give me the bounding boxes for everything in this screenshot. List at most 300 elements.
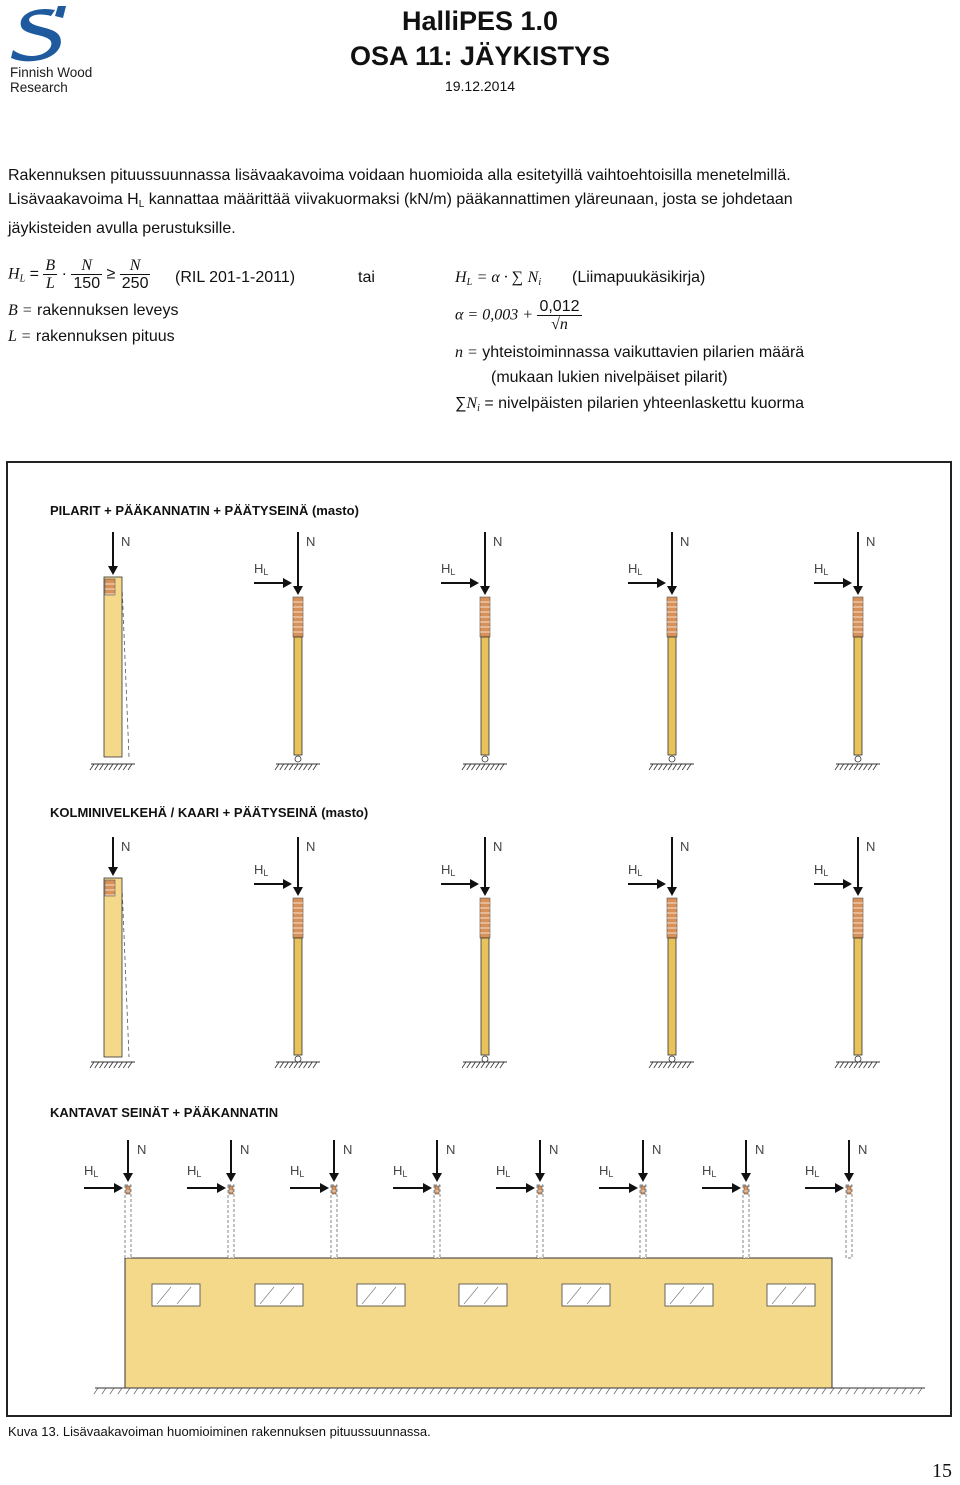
section-3-title: KANTAVAT SEINÄT + PÄÄKANNATIN [50, 1105, 279, 1120]
sec3-post-8-load-N-head [844, 1173, 854, 1182]
n-def-text: yhteistoiminnassa vaikuttavien pilarien määrä [482, 344, 805, 361]
sec3-post-6-label-H: HL [599, 1163, 614, 1179]
sec3-ground-hatch [830, 1388, 834, 1394]
sec3-ground-hatch [462, 1388, 466, 1394]
intro-line-2-a: Lisävaakavoima H [8, 191, 139, 208]
sec1-col-2-ground-hatch [299, 764, 303, 770]
sec1-col-1-ground-hatch [123, 764, 127, 770]
sec3-ground-hatch [558, 1388, 562, 1394]
sec1-col-3-label-N: N [493, 534, 503, 549]
logo-line-1: Finnish Wood [10, 65, 93, 80]
sec3-ground-hatch [678, 1388, 682, 1394]
logo-line-2: Research [10, 80, 68, 95]
sec3-post-1-beam-end [126, 1186, 130, 1194]
document-date: 19.12.2014 [444, 78, 516, 94]
sec1-col-4-ground-hatch [659, 764, 663, 770]
sec2-col-3-label-N: N [493, 839, 503, 854]
sec1-col-5-column [854, 637, 862, 755]
sec1-col-4-ground-hatch [663, 764, 667, 770]
sec2-col-3-ground-hatch [481, 1062, 485, 1068]
sec3-ground-hatch [862, 1388, 866, 1394]
sec3-ground-hatch [454, 1388, 458, 1394]
sec3-window-4 [459, 1284, 507, 1306]
sec1-col-2-column [294, 637, 302, 755]
b-def-symbol: B = [8, 302, 33, 319]
sec3-ground-hatch [94, 1388, 98, 1394]
sec2-col-3-hinge [482, 1056, 488, 1062]
sec1-col-2-ground-hatch [313, 764, 317, 770]
sec3-ground-hatch [822, 1388, 826, 1394]
sec3-ground-hatch [310, 1388, 314, 1394]
sec1-col-2-ground-hatch [304, 764, 308, 770]
sec2-col-2-load-H-head [283, 879, 292, 889]
sec3-ground-hatch [302, 1388, 306, 1394]
sec3-ground-hatch [414, 1388, 418, 1394]
sec2-col-5-label-N: N [866, 839, 876, 854]
sec3-ground-hatch [582, 1388, 586, 1394]
sec3-ground-hatch [190, 1388, 194, 1394]
sec2-col-2-ground-hatch [304, 1062, 308, 1068]
sec3-ground-hatch [182, 1388, 186, 1394]
sec3-post-7 [743, 1185, 749, 1258]
sec1-col-3-ground-hatch [467, 764, 471, 770]
intro-line-2-sub: L [138, 199, 145, 210]
sec3-ground-hatch [686, 1388, 690, 1394]
sec1-col-3-ground-hatch [500, 764, 504, 770]
sec2-col-5-ground-hatch [859, 1062, 863, 1068]
sec3-ground-hatch [246, 1388, 250, 1394]
sec2-col-3-ground-hatch [486, 1062, 490, 1068]
sum-symbol: ∑ [455, 395, 467, 412]
figure-caption: Kuva 13. Lisävaakavoiman huomioiminen rakennuksen pituussuunnassa. [8, 1424, 431, 1439]
sec2-col-2-load-N-head [293, 887, 303, 896]
sec3-ground-hatch [430, 1388, 434, 1394]
formula-or: tai [358, 269, 375, 286]
sec3-post-6 [640, 1185, 646, 1258]
sec3-ground-hatch [390, 1388, 394, 1394]
sec2-col-1-ground-hatch [90, 1062, 94, 1068]
intro-line-3: jäykisteiden avulla perustuksille. [8, 220, 236, 237]
sec2-col-2-ground-hatch [289, 1062, 293, 1068]
sec3-ground-hatch [166, 1388, 170, 1394]
sec3-ground-hatch [478, 1388, 482, 1394]
sec3-ground-hatch [134, 1388, 138, 1394]
sec3-ground-hatch [598, 1388, 602, 1394]
sec3-ground-hatch [142, 1388, 146, 1394]
sec2-col-4-label-N: N [680, 839, 690, 854]
sec3-post-7-label-H: HL [702, 1163, 717, 1179]
sec3-ground-hatch [766, 1388, 770, 1394]
sec3-window-5 [562, 1284, 610, 1306]
sec3-window-6 [665, 1284, 713, 1306]
sec1-col-2-ground-hatch [294, 764, 298, 770]
sec3-ground-hatch [606, 1388, 610, 1394]
sec3-post-4-beam-end [435, 1186, 439, 1194]
formula-left-ref: (RIL 201-1-2011) [175, 269, 296, 286]
sec3-ground-hatch [334, 1388, 338, 1394]
n-def-symbol: n = [455, 344, 478, 361]
sec3-ground-hatch [286, 1388, 290, 1394]
sec3-ground-hatch [118, 1388, 122, 1394]
sec3-ground-hatch [718, 1388, 722, 1394]
sec3-post-3-load-H-head [320, 1183, 329, 1193]
sec2-col-2-label-H: HL [254, 862, 269, 878]
sec2-col-2-label-N: N [306, 839, 316, 854]
sec2-col-3-ground-hatch [462, 1062, 466, 1068]
sec1-col-3-ground-hatch [462, 764, 466, 770]
sec1-col-3-ground-hatch [476, 764, 480, 770]
sec1-col-3-load-N-head [480, 586, 490, 595]
alpha-den: √n [537, 315, 581, 333]
sec3-post-2-load-N-head [226, 1173, 236, 1182]
sec3-ground-hatch [438, 1388, 442, 1394]
intro-line-2-b: kannattaa määrittää viivakuormaksi (kN/m) pääkannattimen yläreunaan, josta se johdetaan [144, 191, 793, 208]
sec3-ground-hatch [358, 1388, 362, 1394]
sec1-col-4-ground-hatch [682, 764, 686, 770]
sec3-ground-hatch [374, 1388, 378, 1394]
sec3-post-2 [228, 1185, 234, 1258]
sec3-ground-hatch [622, 1388, 626, 1394]
sec3-ground-hatch [494, 1388, 498, 1394]
sec2-col-4-ground-hatch [663, 1062, 667, 1068]
sec1-col-1-ground-hatch [100, 764, 104, 770]
sec2-col-2-ground-hatch [308, 1062, 312, 1068]
sec1-col-5-ground-hatch [864, 764, 868, 770]
sec2-col-1-mast-dash [122, 886, 129, 1057]
sec3-ground-hatch [102, 1388, 106, 1394]
sec1-col-1-beam-end [105, 579, 115, 595]
sec2-col-1-label-N: N [121, 839, 131, 854]
sec3-ground-hatch [206, 1388, 210, 1394]
formula-L: L [45, 275, 55, 292]
formula-geq: ≥ [106, 265, 116, 283]
sec3-ground-hatch [222, 1388, 226, 1394]
sec2-col-4-ground-hatch [654, 1062, 658, 1068]
sec3-post-5-beam-end [538, 1186, 542, 1194]
sec2-col-5-column [854, 938, 862, 1055]
formula-B: B [45, 257, 56, 274]
sec3-ground-hatch [174, 1388, 178, 1394]
sec2-col-1-ground-hatch [100, 1062, 104, 1068]
formula-N2: N [120, 257, 151, 275]
sec3-ground-hatch [878, 1388, 882, 1394]
sec2-col-3-ground-hatch [467, 1062, 471, 1068]
sec1-col-1-ground-hatch [128, 764, 132, 770]
sec1-col-4-label-N: N [680, 534, 690, 549]
sec3-ground-hatch [214, 1388, 218, 1394]
sec3-ground-hatch [774, 1388, 778, 1394]
sec3-window-3 [357, 1284, 405, 1306]
sec1-col-4-hinge [669, 756, 675, 762]
sec3-ground-hatch [574, 1388, 578, 1394]
sec3-ground-hatch [550, 1388, 554, 1394]
sec3-wall [125, 1258, 832, 1388]
sec3-post-5-load-H-head [526, 1183, 535, 1193]
sec2-col-3-column [481, 938, 489, 1055]
sec1-col-2-load-H-head [283, 578, 292, 588]
sec1-col-3-load-H-head [470, 578, 479, 588]
section-1-title: PILARIT + PÄÄKANNATIN + PÄÄTYSEINÄ (masto) [50, 503, 359, 518]
sec3-ground-hatch [886, 1388, 890, 1394]
formula-right-H-sub: L [466, 277, 473, 288]
formula-N1: N [71, 257, 102, 275]
sec3-ground-hatch [446, 1388, 450, 1394]
sec3-ground-hatch [470, 1388, 474, 1394]
sec3-post-2-load-H-head [217, 1183, 226, 1193]
sec2-col-2-hinge [295, 1056, 301, 1062]
sec3-ground-hatch [662, 1388, 666, 1394]
sec3-ground-hatch [294, 1388, 298, 1394]
sec3-ground-hatch [398, 1388, 402, 1394]
sec3-post-5-label-H: HL [496, 1163, 511, 1179]
sec3-ground-hatch [350, 1388, 354, 1394]
sec3-post-5 [537, 1185, 543, 1258]
sec3-ground-hatch [526, 1388, 530, 1394]
l-def-text: rakennuksen pituus [35, 328, 175, 345]
sec1-col-1-ground-hatch [90, 764, 94, 770]
intro-line-1: Rakennuksen pituussuunnassa lisävaakavoima voidaan huomioida alla esitetyillä vaihtoehtoisilla menetelmillä. [8, 167, 791, 184]
sec3-ground-hatch [566, 1388, 570, 1394]
formula-n-def-2: (mukaan lukien nivelpäiset pilarit) [491, 369, 728, 386]
sec1-col-4-ground-hatch [649, 764, 653, 770]
sec2-col-5-load-H-head [843, 879, 852, 889]
sec1-col-1-ground-hatch [109, 764, 113, 770]
sec3-post-4-label-H: HL [393, 1163, 408, 1179]
sec1-col-2-label-N: N [306, 534, 316, 549]
sec1-col-3-ground-hatch [491, 764, 495, 770]
sum-eq: = [484, 395, 494, 412]
sec1-col-2-hinge [295, 756, 301, 762]
sec3-ground-hatch [502, 1388, 506, 1394]
sec2-col-5-load-N-head [853, 887, 863, 896]
sec2-col-3-ground-hatch [476, 1062, 480, 1068]
sec2-col-4-hinge [669, 1056, 675, 1062]
sec3-ground-hatch [702, 1388, 706, 1394]
sec3-ground-hatch [534, 1388, 538, 1394]
sec1-col-3-label-H: HL [441, 561, 456, 577]
sec2-col-5-ground-hatch [840, 1062, 844, 1068]
sec2-col-2-ground-hatch [280, 1062, 284, 1068]
sec1-col-5-ground-hatch [859, 764, 863, 770]
sec3-ground-hatch [510, 1388, 514, 1394]
sec3-post-8-label-H: HL [805, 1163, 820, 1179]
sec1-col-3-column [481, 637, 489, 755]
section-2-title: KOLMINIVELKEHÄ / KAARI + PÄÄTYSEINÄ (masto) [50, 805, 369, 820]
sec2-col-1-ground-hatch [109, 1062, 113, 1068]
sec3-post-3-load-N-head [329, 1173, 339, 1182]
sec2-col-3-ground-hatch [500, 1062, 504, 1068]
sec1-col-3-ground-hatch [472, 764, 476, 770]
sec1-col-2-load-N-head [293, 586, 303, 595]
sec3-ground-hatch [126, 1388, 130, 1394]
sec3-post-6-beam-end [641, 1186, 645, 1194]
formula-right-i: i [538, 277, 542, 288]
sec1-col-3-ground-hatch [481, 764, 485, 770]
sec2-col-2-ground-hatch [313, 1062, 317, 1068]
sec3-ground-hatch [230, 1388, 234, 1394]
sec2-col-5-hinge [855, 1056, 861, 1062]
sec3-ground-hatch [406, 1388, 410, 1394]
sec3-ground-hatch [110, 1388, 114, 1394]
sec3-post-3-label-N: N [343, 1142, 353, 1157]
document-subtitle: OSA 11: JÄYKISTYS [349, 41, 611, 71]
sec3-ground-hatch [670, 1388, 674, 1394]
sec3-window-7 [767, 1284, 815, 1306]
sec2-col-1-ground-hatch [95, 1062, 99, 1068]
sec3-ground-hatch [278, 1388, 282, 1394]
sec1-col-5-ground-hatch [868, 764, 872, 770]
sec3-post-7-load-H-head [732, 1183, 741, 1193]
sec1-col-5-load-N-head [853, 586, 863, 595]
sec3-post-1-load-N-head [123, 1173, 133, 1182]
sec3-ground-hatch [238, 1388, 242, 1394]
sec3-post-1 [125, 1185, 131, 1258]
sec3-ground-hatch [806, 1388, 810, 1394]
sec1-col-5-label-N: N [866, 534, 876, 549]
sec1-col-2-ground-hatch [289, 764, 293, 770]
sec1-col-4-column [668, 637, 676, 755]
sec3-ground-hatch [894, 1388, 898, 1394]
sec3-post-5-load-N-head [535, 1173, 545, 1182]
sec3-post-6-label-N: N [652, 1142, 662, 1157]
sec3-post-3-beam-end [332, 1186, 336, 1194]
sec3-ground-hatch [870, 1388, 874, 1394]
sec2-col-3-label-H: HL [441, 862, 456, 878]
sec2-col-3-ground-hatch [472, 1062, 476, 1068]
sec2-col-1-mast [104, 878, 122, 1057]
sec1-col-5-ground-hatch [840, 764, 844, 770]
sec1-col-1-ground-hatch [114, 764, 118, 770]
sec3-post-6-load-N-head [638, 1173, 648, 1182]
alpha-num: 0,012 [539, 298, 580, 315]
sec3-ground-hatch [726, 1388, 730, 1394]
sec1-col-2-ground-hatch [308, 764, 312, 770]
sec2-col-4-ground-hatch [668, 1062, 672, 1068]
sec3-ground-hatch [518, 1388, 522, 1394]
sec1-col-4-ground-hatch [654, 764, 658, 770]
sec3-ground-hatch [910, 1388, 914, 1394]
sec2-col-5-ground-hatch [835, 1062, 839, 1068]
sec3-post-4 [434, 1185, 440, 1258]
sec2-col-5-ground-hatch [845, 1062, 849, 1068]
sec1-col-2-ground-hatch [275, 764, 279, 770]
sec1-col-1-mast-dash [122, 585, 129, 757]
sec3-window-2 [255, 1284, 303, 1306]
sec1-col-1-ground-hatch [104, 764, 108, 770]
sec3-ground-hatch [798, 1388, 802, 1394]
sec2-col-2-ground-hatch [299, 1062, 303, 1068]
sec1-col-1-label-N: N [121, 534, 131, 549]
sec1-col-3-ground-hatch [486, 764, 490, 770]
sec1-col-5-ground-hatch [835, 764, 839, 770]
sec3-ground-hatch [262, 1388, 266, 1394]
sec3-post-3-label-H: HL [290, 1163, 305, 1179]
sec3-post-8-load-H-head [835, 1183, 844, 1193]
page-number: 15 [932, 1460, 952, 1482]
sec3-ground-hatch [854, 1388, 858, 1394]
sec3-post-4-load-N-head [432, 1173, 442, 1182]
sec3-post-7-load-N-head [741, 1173, 751, 1182]
sec3-ground-hatch [646, 1388, 650, 1394]
sec3-ground-hatch [838, 1388, 842, 1394]
sec1-col-2-ground-hatch [285, 764, 289, 770]
sec3-post-8-beam-end [847, 1186, 851, 1194]
formula-250: 250 [121, 275, 149, 292]
sec3-window-1 [152, 1284, 200, 1306]
sec2-col-3-ground-hatch [495, 1062, 499, 1068]
sec1-col-1-load-N-head [108, 566, 118, 575]
sec2-col-2-ground-hatch [294, 1062, 298, 1068]
sec3-ground-hatch [846, 1388, 850, 1394]
sec2-col-1-ground-hatch [114, 1062, 118, 1068]
formula-150: 150 [73, 275, 101, 292]
sec3-ground-hatch [366, 1388, 370, 1394]
sec3-post-7-beam-end [744, 1186, 748, 1194]
sec2-col-5-label-H: HL [814, 862, 829, 878]
sec1-col-3-ground-hatch [495, 764, 499, 770]
sec3-ground-hatch [590, 1388, 594, 1394]
sec2-col-2-column [294, 938, 302, 1055]
sec1-col-4-label-H: HL [628, 561, 643, 577]
sec2-col-4-ground-hatch [673, 1062, 677, 1068]
sec1-col-2-ground-hatch [280, 764, 284, 770]
sec1-col-5-label-H: HL [814, 561, 829, 577]
sec1-col-5-ground-hatch [854, 764, 858, 770]
sec2-col-5-ground-hatch [849, 1062, 853, 1068]
sec2-col-5-ground-hatch [854, 1062, 858, 1068]
sec2-col-3-load-N-head [480, 887, 490, 896]
sec1-col-1-mast [104, 577, 122, 757]
formula-H: H [8, 265, 20, 283]
sec3-ground-hatch [918, 1388, 922, 1394]
sec2-col-1-ground-hatch [128, 1062, 132, 1068]
sec3-ground-hatch [758, 1388, 762, 1394]
sec1-col-5-ground-hatch [845, 764, 849, 770]
sec3-post-7-label-N: N [755, 1142, 765, 1157]
sec2-col-1-beam-end [105, 880, 115, 896]
sec3-ground-hatch [342, 1388, 346, 1394]
sec3-post-8 [846, 1185, 852, 1258]
sec1-col-5-ground-hatch [873, 764, 877, 770]
sec3-ground-hatch [150, 1388, 154, 1394]
formula-right-eq: = α · ∑ [476, 269, 524, 286]
sec2-col-4-ground-hatch [682, 1062, 686, 1068]
sum-def-text: nivelpäisten pilarien yhteenlaskettu kuorma [498, 395, 805, 412]
formula-right-ref: (Liimapuukäsikirja) [572, 269, 706, 286]
alpha-lhs: α = 0,003 + [455, 306, 533, 324]
sec2-col-4-load-N-head [667, 887, 677, 896]
sec3-ground-hatch [486, 1388, 490, 1394]
sec3-ground-hatch [198, 1388, 202, 1394]
sec3-ground-hatch [542, 1388, 546, 1394]
sec3-post-3 [331, 1185, 337, 1258]
sec1-col-5-hinge [855, 756, 861, 762]
sec3-post-2-label-N: N [240, 1142, 250, 1157]
sum-N: N [466, 395, 478, 412]
sec3-ground-hatch [326, 1388, 330, 1394]
sec1-col-5-ground-hatch [849, 764, 853, 770]
formula-right-H: H [455, 269, 467, 286]
sec2-col-4-ground-hatch [678, 1062, 682, 1068]
sec2-col-1-ground-hatch [104, 1062, 108, 1068]
formula-eq: = [29, 265, 39, 283]
sum-i: i [477, 403, 480, 414]
sec3-ground-hatch [654, 1388, 658, 1394]
sec2-col-2-ground-hatch [275, 1062, 279, 1068]
sec1-col-4-ground-hatch [678, 764, 682, 770]
sec3-ground-hatch [902, 1388, 906, 1394]
sec1-col-4-ground-hatch [687, 764, 691, 770]
